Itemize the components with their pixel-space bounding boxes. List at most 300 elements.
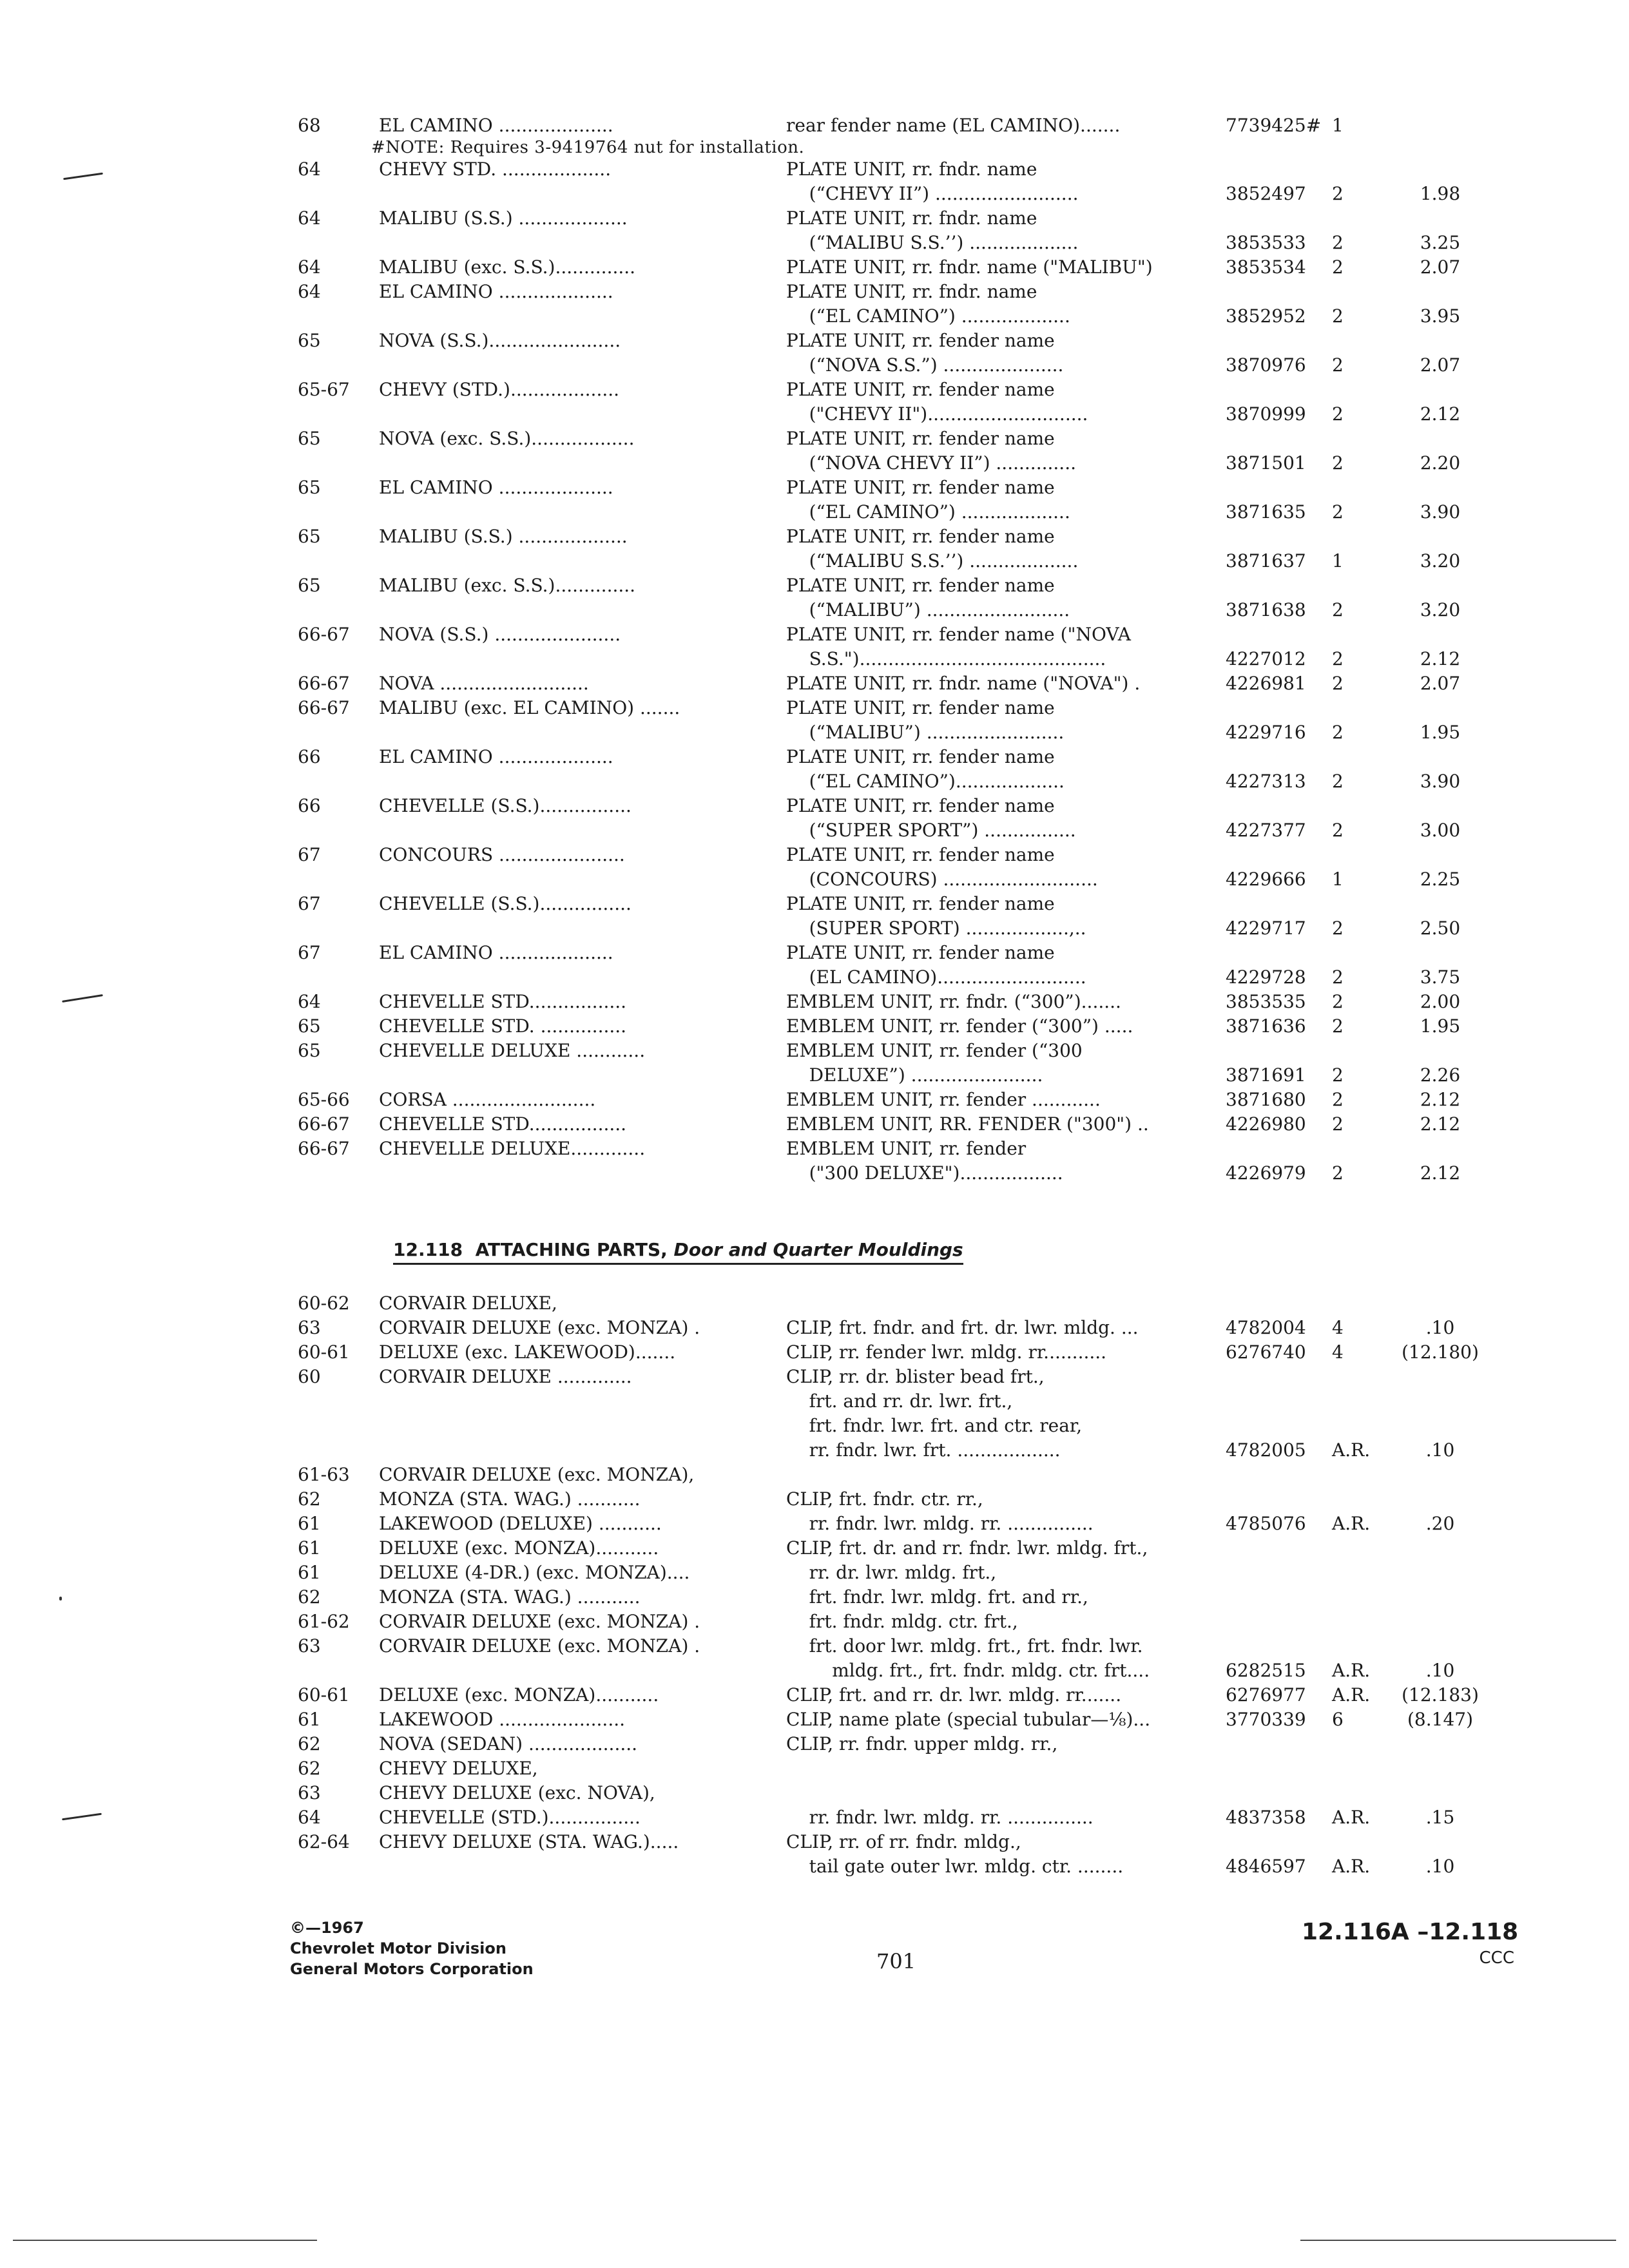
- corporation-line: General Motors Corporation: [290, 1960, 534, 1978]
- parts-row: [284, 1291, 1495, 1316]
- parts-row: [284, 1063, 1495, 1088]
- parts-row: [284, 1854, 1495, 1879]
- margin-speck: [59, 1597, 62, 1600]
- description-cell: PLATE UNIT, rr. fndr. name: [786, 281, 1037, 302]
- description-cell: CLIP, rr. fndr. upper mldg. rr.,: [786, 1733, 1058, 1754]
- part-number-cell: 4229666: [1226, 869, 1306, 890]
- parts-row: [284, 231, 1495, 255]
- description-cell: (“EL CAMINO”) ...................: [786, 501, 1070, 523]
- parts-row: [284, 941, 1495, 965]
- year-cell: 64: [298, 159, 321, 180]
- parts-row: [284, 720, 1495, 745]
- year-cell: 65: [298, 526, 321, 547]
- quantity-cell: A.R.: [1332, 1684, 1371, 1706]
- parts-row: [284, 427, 1495, 451]
- year-cell: 66-67: [298, 697, 350, 718]
- parts-row: [284, 280, 1495, 304]
- description-cell: PLATE UNIT, rr. fender name: [786, 697, 1055, 718]
- description-cell: frt. fndr. mldg. ctr. frt.,: [786, 1611, 1018, 1632]
- description-cell: PLATE UNIT, rr. fndr. name: [786, 207, 1037, 229]
- description-cell: frt. fndr. lwr. frt. and ctr. rear,: [786, 1415, 1083, 1436]
- description-cell: frt. and rr. dr. lwr. frt.,: [786, 1390, 1013, 1412]
- model-cell: MALIBU (exc. S.S.)..............: [379, 575, 636, 596]
- description-cell: PLATE UNIT, rr. fender name: [786, 575, 1055, 596]
- quantity-cell: 2: [1332, 452, 1344, 474]
- price-cell: 2.12: [1420, 403, 1461, 425]
- quantity-cell: 2: [1332, 673, 1344, 694]
- model-cell: MONZA (STA. WAG.) ...........: [379, 1586, 641, 1608]
- year-cell: 67: [298, 942, 321, 963]
- model-cell: CORSA .........................: [379, 1089, 596, 1110]
- model-cell: CHEVY STD. ...................: [379, 159, 612, 180]
- year-cell: 64: [298, 256, 321, 278]
- part-number-cell: 3852952: [1226, 305, 1306, 327]
- section-heading: [393, 1238, 963, 1265]
- year-cell: 65: [298, 477, 321, 498]
- year-cell: 67: [298, 844, 321, 865]
- model-cell: CHEVELLE STD.................: [379, 991, 627, 1012]
- year-cell: 66-67: [298, 624, 350, 645]
- section-range-block: [1302, 1917, 1519, 1969]
- description-cell: (“SUPER SPORT”) ................: [786, 820, 1076, 841]
- year-cell: 61: [298, 1709, 321, 1730]
- part-number-cell: 3853534: [1226, 256, 1306, 278]
- quantity-cell: 2: [1332, 648, 1344, 669]
- model-cell: CHEVELLE DELUXE.............: [379, 1138, 646, 1159]
- part-number-cell: 3853535: [1226, 991, 1306, 1012]
- parts-row: [284, 1161, 1495, 1186]
- parts-row: [284, 1487, 1495, 1512]
- quantity-cell: 2: [1332, 232, 1344, 253]
- parts-row: [284, 1683, 1495, 1707]
- description-cell: PLATE UNIT, rr. fender name ("NOVA: [786, 624, 1131, 645]
- model-cell: CORVAIR DELUXE,: [379, 1293, 557, 1314]
- price-cell: 2.25: [1420, 869, 1461, 890]
- parts-row: [284, 182, 1495, 206]
- price-cell: 3.00: [1420, 820, 1461, 841]
- parts-row: [284, 1610, 1495, 1634]
- quantity-cell: 2: [1332, 966, 1344, 988]
- year-cell: 66-67: [298, 673, 350, 694]
- parts-row: [284, 843, 1495, 867]
- year-cell: 65: [298, 575, 321, 596]
- parts-row: [284, 1512, 1495, 1536]
- model-cell: CONCOURS ......................: [379, 844, 625, 865]
- description-cell: PLATE UNIT, rr. fender name: [786, 746, 1055, 767]
- description-cell: EMBLEM UNIT, rr. fender (“300”) .....: [786, 1015, 1133, 1037]
- description-cell: ("CHEVY II")............................: [786, 403, 1088, 425]
- parts-row: [284, 769, 1495, 794]
- year-cell: 61: [298, 1513, 321, 1534]
- model-cell: CHEVELLE DELUXE ............: [379, 1040, 646, 1061]
- model-cell: EL CAMINO ....................: [379, 942, 613, 963]
- parts-row: [284, 1658, 1495, 1683]
- part-number-cell: 4782004: [1226, 1317, 1306, 1338]
- price-cell: 2.26: [1420, 1064, 1461, 1086]
- parts-row: [284, 1756, 1495, 1781]
- quantity-cell: A.R.: [1332, 1513, 1371, 1534]
- parts-row: [284, 1088, 1495, 1112]
- parts-row: [284, 402, 1495, 427]
- model-cell: CORVAIR DELUXE (exc. MONZA) .: [379, 1611, 700, 1632]
- description-cell: rr. dr. lwr. mldg. frt.,: [786, 1562, 997, 1583]
- year-cell: 65: [298, 330, 321, 351]
- parts-row: [284, 524, 1495, 549]
- division-line: Chevrolet Motor Division: [290, 1939, 506, 1957]
- year-cell: 61-62: [298, 1611, 350, 1632]
- parts-row: [284, 476, 1495, 500]
- parts-row: [284, 1365, 1495, 1389]
- quantity-cell: A.R.: [1332, 1856, 1371, 1877]
- year-cell: 62: [298, 1758, 321, 1779]
- quantity-cell: 2: [1332, 501, 1344, 523]
- description-cell: (“MALIBU S.S.’’) ...................: [786, 550, 1079, 572]
- model-cell: EL CAMINO ....................: [379, 746, 613, 767]
- price-cell: 2.50: [1420, 918, 1461, 939]
- year-cell: 62-64: [298, 1831, 350, 1852]
- publisher-block: [290, 1917, 534, 1979]
- description-cell: (“MALIBU S.S.’’) ...................: [786, 232, 1079, 253]
- parts-row: [284, 965, 1495, 990]
- model-cell: CHEVELLE (S.S.)................: [379, 795, 631, 816]
- price-cell: 2.07: [1420, 256, 1461, 278]
- part-number-cell: 6276740: [1226, 1341, 1306, 1363]
- description-cell: (SUPER SPORT) ..................,..: [786, 918, 1086, 939]
- year-cell: 61: [298, 1562, 321, 1583]
- quantity-cell: 1: [1332, 115, 1344, 136]
- price-cell: 3.20: [1420, 550, 1461, 572]
- description-cell: PLATE UNIT, rr. fender name: [786, 942, 1055, 963]
- description-cell: DELUXE”) .......................: [786, 1064, 1043, 1086]
- year-cell: 60-61: [298, 1684, 350, 1706]
- parts-row: [284, 1585, 1495, 1610]
- part-number-cell: 4782005: [1226, 1439, 1306, 1461]
- price-cell: 2.12: [1420, 1089, 1461, 1110]
- parts-row: [284, 1634, 1495, 1658]
- description-cell: PLATE UNIT, rr. fndr. name ("NOVA") .: [786, 673, 1141, 694]
- year-cell: 60-61: [298, 1341, 350, 1363]
- description-cell: PLATE UNIT, rr. fndr. name ("MALIBU"): [786, 256, 1153, 278]
- parts-row: [284, 696, 1495, 720]
- parts-row: [284, 1389, 1495, 1414]
- description-cell: EMBLEM UNIT, rr. fender: [786, 1138, 1027, 1159]
- part-number-cell: 3871636: [1226, 1015, 1306, 1037]
- model-cell: DELUXE (exc. LAKEWOOD).......: [379, 1341, 676, 1363]
- parts-row: [284, 916, 1495, 941]
- year-cell: 63: [298, 1782, 321, 1803]
- quantity-cell: 2: [1332, 305, 1344, 327]
- part-number-cell: 3870976: [1226, 354, 1306, 376]
- price-cell: 1.95: [1420, 1015, 1461, 1037]
- quantity-cell: 4: [1332, 1341, 1344, 1363]
- parts-row: [284, 1039, 1495, 1063]
- year-cell: 60: [298, 1366, 321, 1387]
- model-cell: DELUXE (exc. MONZA)...........: [379, 1684, 659, 1706]
- parts-row: [284, 255, 1495, 280]
- parts-row: [284, 1112, 1495, 1137]
- price-cell: .10: [1425, 1317, 1455, 1338]
- part-number-cell: 4227313: [1226, 771, 1306, 792]
- model-cell: CHEVELLE STD.................: [379, 1113, 627, 1135]
- year-cell: 66-67: [298, 1113, 350, 1135]
- year-cell: 63: [298, 1317, 321, 1338]
- model-cell: MALIBU (S.S.) ...................: [379, 207, 628, 229]
- description-cell: PLATE UNIT, rr. fender name: [786, 795, 1055, 816]
- parts-row: [284, 1316, 1495, 1340]
- parts-row: [284, 573, 1495, 598]
- price-cell: 2.20: [1420, 452, 1461, 474]
- part-number-cell: 4229728: [1226, 966, 1306, 988]
- description-cell: PLATE UNIT, rr. fender name: [786, 477, 1055, 498]
- part-number-cell: 3871637: [1226, 550, 1306, 572]
- price-cell: (12.180): [1402, 1341, 1479, 1363]
- model-cell: NOVA (exc. S.S.)..................: [379, 428, 635, 449]
- price-cell: 3.75: [1420, 966, 1461, 988]
- price-cell: 1.98: [1420, 183, 1461, 204]
- catalog-code: CCC: [1479, 1948, 1514, 1968]
- quantity-cell: 2: [1332, 1162, 1344, 1184]
- description-cell: (“CHEVY II”) .........................: [786, 183, 1079, 204]
- part-number-cell: 4226981: [1226, 673, 1306, 694]
- year-cell: 64: [298, 1807, 321, 1828]
- description-cell: mldg. frt., frt. fndr. mldg. ctr. frt....: [786, 1660, 1150, 1681]
- description-cell: PLATE UNIT, rr. fender name: [786, 379, 1055, 400]
- part-number-cell: 3871691: [1226, 1064, 1306, 1086]
- description-cell: (“EL CAMINO”)...................: [786, 771, 1065, 792]
- bottom-rule-left: [13, 2240, 317, 2241]
- price-cell: 3.90: [1420, 771, 1461, 792]
- quantity-cell: 2: [1332, 256, 1344, 278]
- margin-mark: [62, 994, 103, 1003]
- description-cell: CLIP, frt. fndr. ctr. rr.,: [786, 1488, 983, 1510]
- model-cell: CORVAIR DELUXE (exc. MONZA) .: [379, 1635, 700, 1657]
- page-number: 701: [876, 1949, 916, 1974]
- price-cell: 3.25: [1420, 232, 1461, 253]
- parts-row: [284, 1561, 1495, 1585]
- parts-list-attaching-parts: [284, 1291, 1495, 1879]
- description-cell: PLATE UNIT, rr. fndr. name: [786, 159, 1037, 180]
- model-cell: CHEVY DELUXE (exc. NOVA),: [379, 1782, 655, 1803]
- year-cell: 64: [298, 281, 321, 302]
- year-cell: 65: [298, 1040, 321, 1061]
- description-cell: CLIP, rr. fender lwr. mldg. rr...........: [786, 1341, 1107, 1363]
- part-number-cell: 4846597: [1226, 1856, 1306, 1877]
- model-cell: CORVAIR DELUXE (exc. MONZA) .: [379, 1317, 700, 1338]
- quantity-cell: 4: [1332, 1317, 1344, 1338]
- bottom-rule-right: [1300, 2240, 1616, 2241]
- section-subtitle: Door and Quarter Mouldings: [673, 1239, 963, 1260]
- year-cell: 65: [298, 428, 321, 449]
- quantity-cell: 2: [1332, 1015, 1344, 1037]
- model-cell: MALIBU (S.S.) ...................: [379, 526, 628, 547]
- year-cell: 61-63: [298, 1464, 350, 1485]
- year-cell: 64: [298, 991, 321, 1012]
- model-cell: LAKEWOOD (DELUXE) ...........: [379, 1513, 662, 1534]
- parts-row: [284, 647, 1495, 671]
- model-cell: MONZA (STA. WAG.) ...........: [379, 1488, 641, 1510]
- parts-row: [284, 1340, 1495, 1365]
- quantity-cell: 2: [1332, 183, 1344, 204]
- model-cell: MALIBU (exc. EL CAMINO) .......: [379, 697, 680, 718]
- price-cell: .10: [1425, 1439, 1455, 1461]
- year-cell: 66-67: [298, 1138, 350, 1159]
- quantity-cell: A.R.: [1332, 1660, 1371, 1681]
- year-cell: 62: [298, 1586, 321, 1608]
- description-cell: PLATE UNIT, rr. fender name: [786, 893, 1055, 914]
- year-cell: 60-62: [298, 1293, 350, 1314]
- model-cell: NOVA (SEDAN) ...................: [379, 1733, 638, 1754]
- parts-row: [284, 745, 1495, 769]
- parts-row: [284, 1014, 1495, 1039]
- year-cell: 66: [298, 795, 321, 816]
- description-cell: CLIP, rr. of rr. fndr. mldg.,: [786, 1831, 1021, 1852]
- parts-row: [284, 378, 1495, 402]
- parts-row: [284, 157, 1495, 182]
- price-cell: .10: [1425, 1856, 1455, 1877]
- description-cell: rr. fndr. lwr. mldg. rr. ...............: [786, 1513, 1094, 1534]
- price-cell: .20: [1425, 1513, 1455, 1534]
- price-cell: (12.183): [1402, 1684, 1479, 1706]
- parts-row: [284, 1830, 1495, 1854]
- margin-mark: [62, 1813, 102, 1821]
- model-cell: NOVA (S.S.).......................: [379, 330, 621, 351]
- description-cell: rr. fndr. lwr. mldg. rr. ...............: [786, 1807, 1094, 1828]
- year-cell: 62: [298, 1488, 321, 1510]
- description-cell: PLATE UNIT, rr. fender name: [786, 428, 1055, 449]
- quantity-cell: 1: [1332, 550, 1344, 572]
- year-cell: 66: [298, 746, 321, 767]
- parts-row: [284, 598, 1495, 622]
- parts-row: [284, 1707, 1495, 1732]
- parts-row: [284, 1536, 1495, 1561]
- parts-row: [284, 304, 1495, 329]
- model-cell: NOVA ..........................: [379, 673, 589, 694]
- year-cell: 63: [298, 1635, 321, 1657]
- parts-row: [284, 451, 1495, 476]
- price-cell: 2.00: [1420, 991, 1461, 1012]
- model-cell: CHEVY DELUXE (STA. WAG.).....: [379, 1831, 679, 1852]
- year-cell: 62: [298, 1733, 321, 1754]
- parts-row: [284, 1781, 1495, 1805]
- model-cell: CHEVY (STD.)...................: [379, 379, 620, 400]
- price-cell: 1.95: [1420, 722, 1461, 743]
- year-cell: 65-66: [298, 1089, 350, 1110]
- description-cell: tail gate outer lwr. mldg. ctr. ........: [786, 1856, 1124, 1877]
- part-number-cell: 4226980: [1226, 1113, 1306, 1135]
- model-cell: DELUXE (4-DR.) (exc. MONZA)....: [379, 1562, 690, 1583]
- part-number-cell: 4837358: [1226, 1807, 1306, 1828]
- description-cell: PLATE UNIT, rr. fender name: [786, 526, 1055, 547]
- quantity-cell: A.R.: [1332, 1807, 1371, 1828]
- model-cell: EL CAMINO ....................: [379, 115, 613, 136]
- model-cell: MALIBU (exc. S.S.)..............: [379, 256, 636, 278]
- description-cell: CLIP, frt. and rr. dr. lwr. mldg. rr.......: [786, 1684, 1122, 1706]
- parts-row: [284, 867, 1495, 892]
- part-number-cell: 3870999: [1226, 403, 1306, 425]
- description-cell: EMBLEM UNIT, rr. fender (“300: [786, 1040, 1083, 1061]
- part-number-cell: 3871680: [1226, 1089, 1306, 1110]
- quantity-cell: 2: [1332, 354, 1344, 376]
- description-cell: CLIP, frt. fndr. and frt. dr. lwr. mldg. ...: [786, 1317, 1139, 1338]
- description-cell: ("300 DELUXE")..................: [786, 1162, 1063, 1184]
- description-cell: EMBLEM UNIT, RR. FENDER ("300") ..: [786, 1113, 1149, 1135]
- part-number-cell: 7739425#: [1226, 115, 1322, 136]
- part-number-cell: 6276977: [1226, 1684, 1306, 1706]
- note-row: [284, 138, 1495, 157]
- parts-list-name-plates: [284, 113, 1495, 1186]
- year-cell: 65: [298, 1015, 321, 1037]
- parts-row: [284, 671, 1495, 696]
- year-cell: 67: [298, 893, 321, 914]
- price-cell: 2.12: [1420, 1113, 1461, 1135]
- description-cell: frt. fndr. lwr. mldg. frt. and rr.,: [786, 1586, 1088, 1608]
- year-cell: 65-67: [298, 379, 350, 400]
- description-cell: EMBLEM UNIT, rr. fender ............: [786, 1089, 1101, 1110]
- part-number-cell: 3871638: [1226, 599, 1306, 620]
- parts-row: [284, 113, 1495, 138]
- quantity-cell: 1: [1332, 869, 1344, 890]
- quantity-cell: 2: [1332, 991, 1344, 1012]
- year-cell: 68: [298, 115, 321, 136]
- model-cell: LAKEWOOD ......................: [379, 1709, 626, 1730]
- model-cell: CHEVELLE (S.S.)................: [379, 893, 631, 914]
- description-cell: frt. door lwr. mldg. frt., frt. fndr. lwr.: [786, 1635, 1143, 1657]
- description-cell: CLIP, frt. dr. and rr. fndr. lwr. mldg. frt.,: [786, 1537, 1148, 1559]
- part-number-cell: 4226979: [1226, 1162, 1306, 1184]
- description-cell: PLATE UNIT, rr. fender name: [786, 844, 1055, 865]
- parts-row: [284, 1463, 1495, 1487]
- description-cell: (“EL CAMINO”) ...................: [786, 305, 1070, 327]
- parts-row: [284, 1137, 1495, 1161]
- price-cell: 3.20: [1420, 599, 1461, 620]
- part-number-cell: 4785076: [1226, 1513, 1306, 1534]
- model-cell: NOVA (S.S.) ......................: [379, 624, 621, 645]
- note-text: #NOTE: Requires 3-9419764 nut for installation.: [371, 138, 805, 157]
- description-cell: S.S.")...........................................: [786, 648, 1106, 669]
- quantity-cell: 2: [1332, 771, 1344, 792]
- price-cell: 2.12: [1420, 1162, 1461, 1184]
- part-number-cell: 4229717: [1226, 918, 1306, 939]
- parts-row: [284, 794, 1495, 818]
- price-cell: 3.90: [1420, 501, 1461, 523]
- section-number: 12.118: [393, 1239, 463, 1260]
- price-cell: .15: [1425, 1807, 1455, 1828]
- description-cell: EMBLEM UNIT, rr. fndr. (“300”).......: [786, 991, 1121, 1012]
- price-cell: 2.12: [1420, 648, 1461, 669]
- section-range: 12.116A –12.118: [1302, 1919, 1519, 1945]
- description-cell: (“NOVA S.S.”) .....................: [786, 354, 1064, 376]
- description-cell: CLIP, rr. dr. blister bead frt.,: [786, 1366, 1045, 1387]
- description-cell: rr. fndr. lwr. frt. ..................: [786, 1439, 1061, 1461]
- quantity-cell: A.R.: [1332, 1439, 1371, 1461]
- price-cell: 3.95: [1420, 305, 1461, 327]
- quantity-cell: 2: [1332, 1064, 1344, 1086]
- quantity-cell: 2: [1332, 918, 1344, 939]
- part-number-cell: 3852497: [1226, 183, 1306, 204]
- part-number-cell: 4227377: [1226, 820, 1306, 841]
- model-cell: CHEVY DELUXE,: [379, 1758, 538, 1779]
- price-cell: 2.07: [1420, 673, 1461, 694]
- year-cell: 64: [298, 207, 321, 229]
- parts-row: [284, 1805, 1495, 1830]
- parts-row: [284, 549, 1495, 573]
- parts-row: [284, 206, 1495, 231]
- model-cell: CORVAIR DELUXE (exc. MONZA),: [379, 1464, 695, 1485]
- parts-row: [284, 1414, 1495, 1438]
- description-cell: (“MALIBU”) .........................: [786, 599, 1070, 620]
- part-number-cell: 3770339: [1226, 1709, 1306, 1730]
- description-cell: rear fender name (EL CAMINO).......: [786, 115, 1121, 136]
